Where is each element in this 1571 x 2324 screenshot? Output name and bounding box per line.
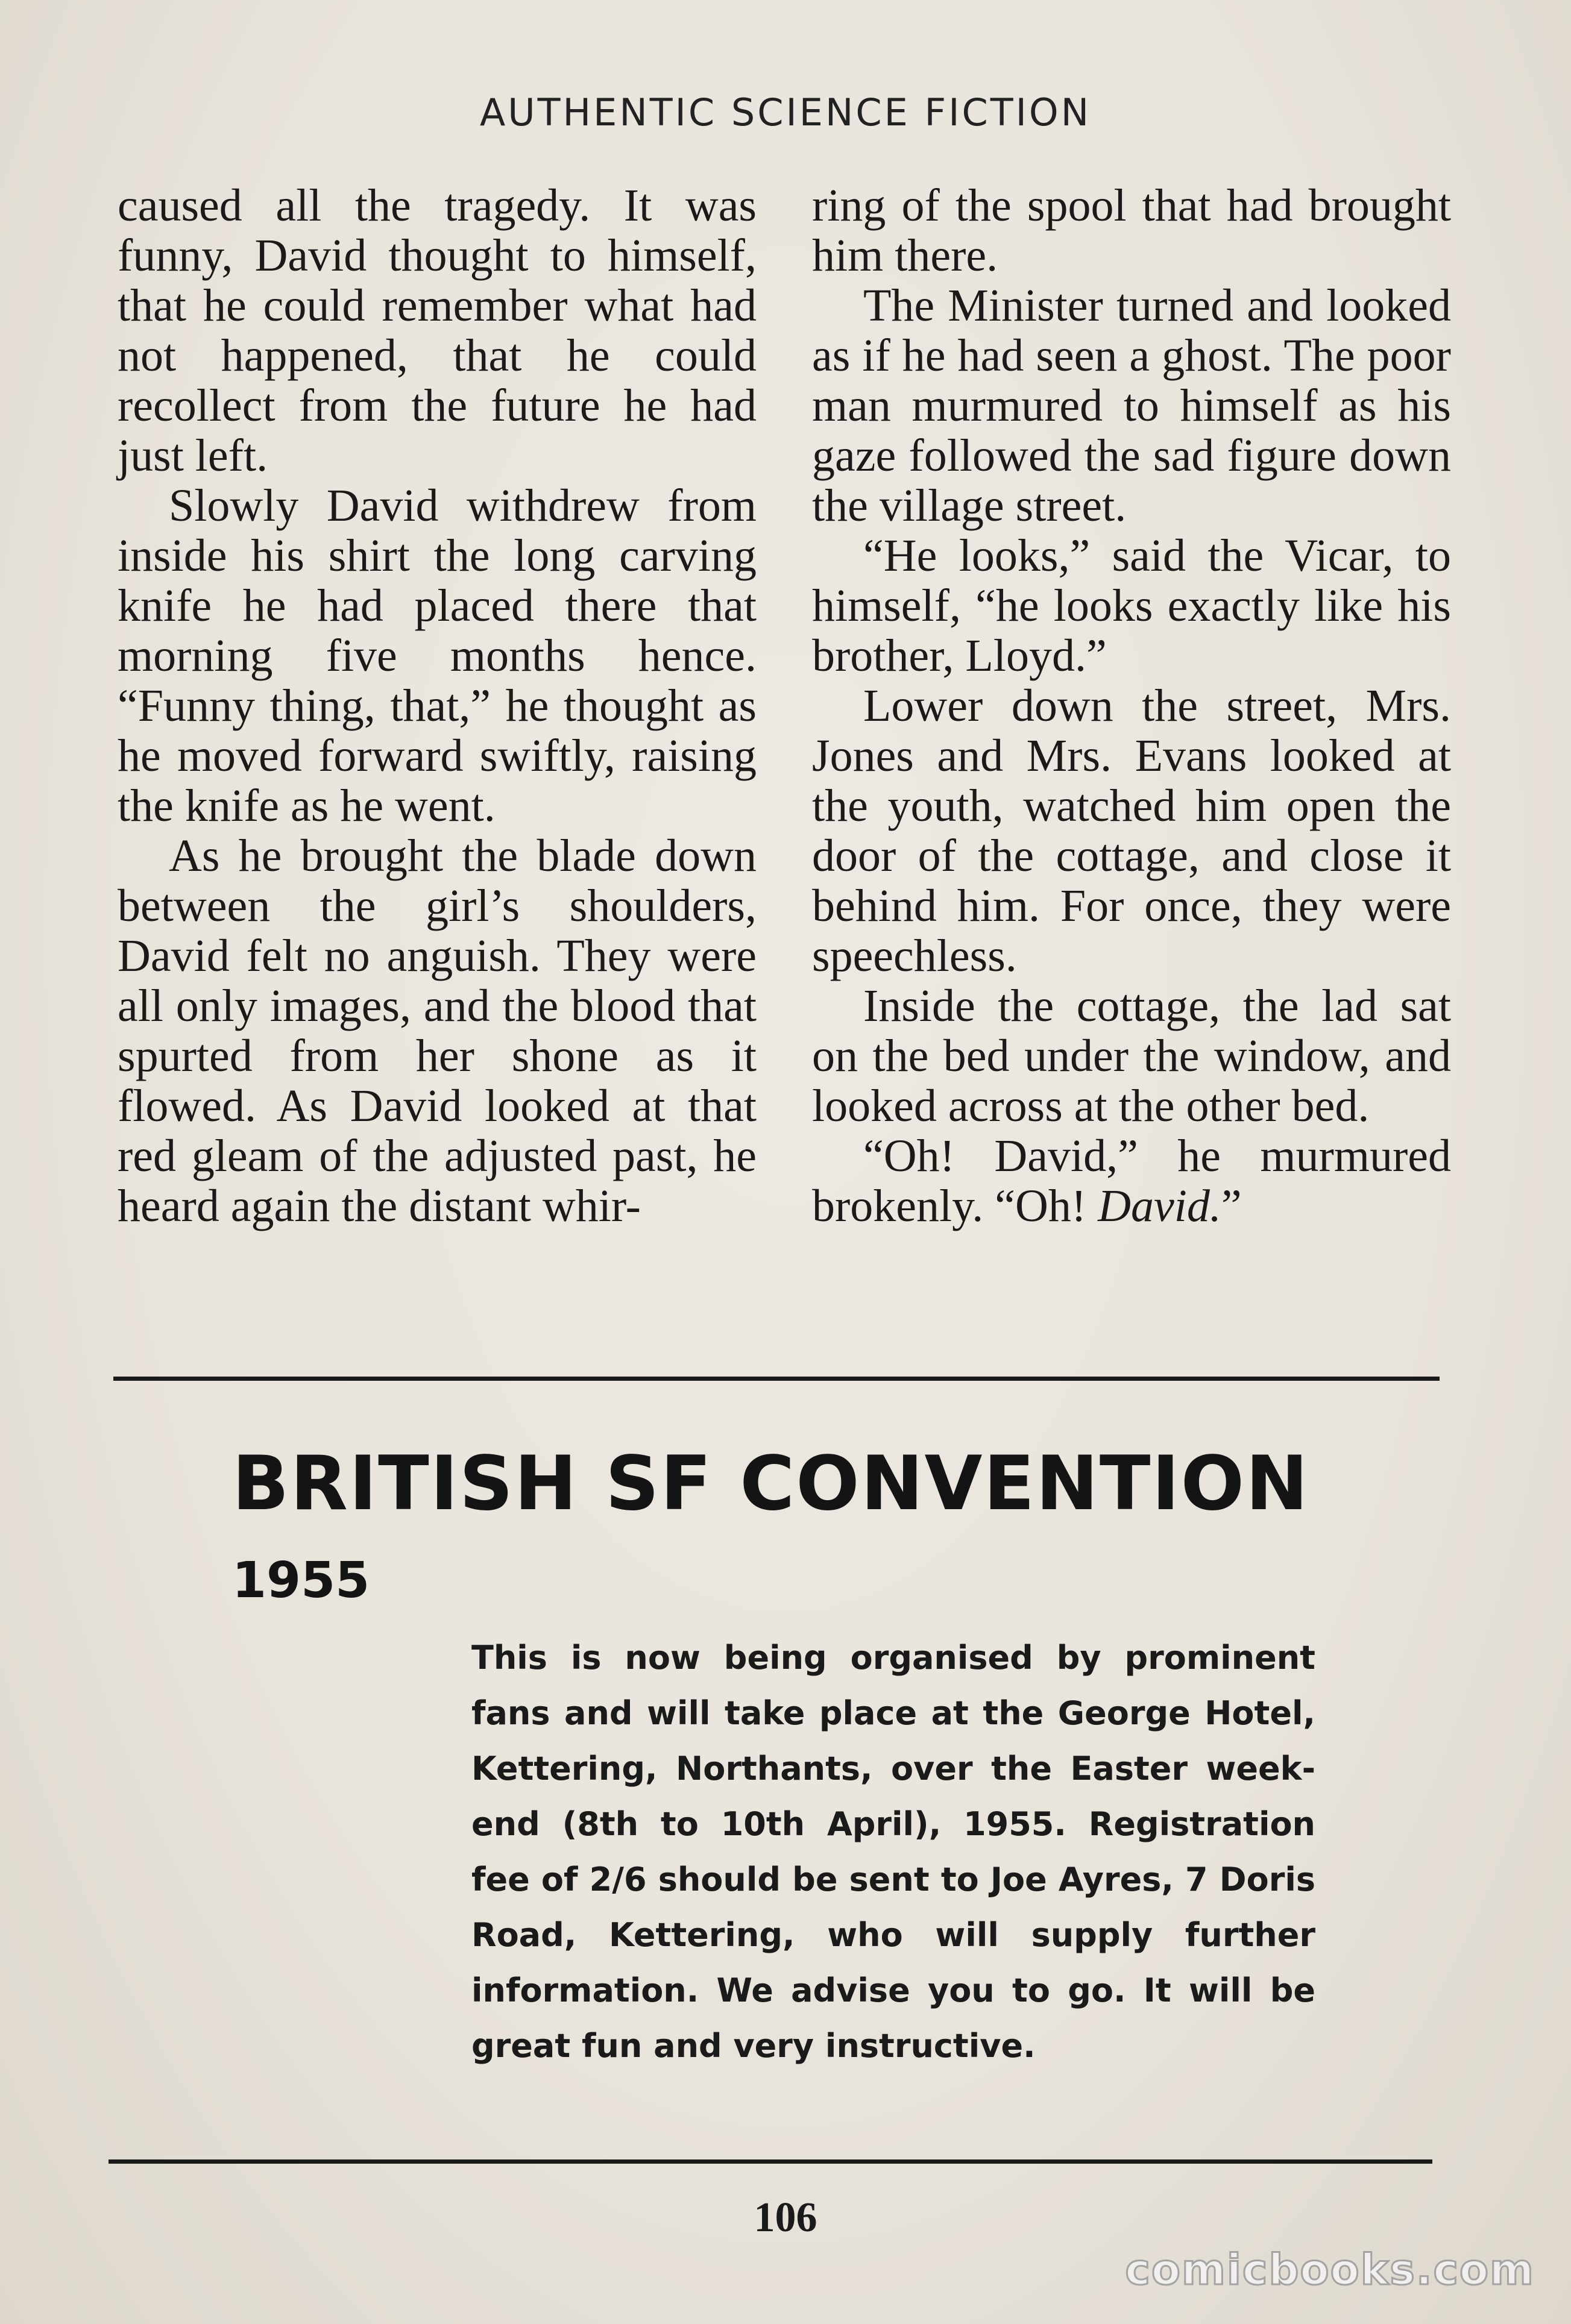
story-paragraph: “He looks,” said the Vicar, to himself, “he looks exactly like his brother, Lloyd.” bbox=[812, 530, 1451, 681]
advert-year: 1955 bbox=[232, 1552, 370, 1609]
story-paragraph: Slowly David withdrew from inside his shirt the long carving knife he had placed there that morning five months hence. “Funny thing, that,” he thought as he moved forward swiftly, raising the knife as he went. bbox=[118, 480, 757, 831]
story-paragraph: Lower down the street, Mrs. Jones and Mrs. Evans looked at the youth, watched him open the door of the cottage, and close it behind him. For once, they were speechless. bbox=[812, 680, 1451, 981]
divider-rule-bottom bbox=[109, 2159, 1432, 2164]
watermark: comicbooks.com bbox=[1125, 2245, 1535, 2294]
story-paragraph: Inside the cottage, the lad sat on the bed under the window, and looked across at the other bed. bbox=[812, 981, 1451, 1131]
story-paragraph: caused all the tragedy. It was funny, David thought to himself, that he could remember what had not happened, that he could recollect from the future he had just left. bbox=[118, 180, 757, 481]
story-final-paragraph bbox=[812, 1131, 1451, 1231]
story-paragraph: ring of the spool that had brought him there. bbox=[812, 180, 1451, 281]
divider-rule-top bbox=[113, 1377, 1440, 1381]
page-number: 106 bbox=[754, 2194, 817, 2241]
story-paragraph: The Minister turned and looked as if he had seen a ghost. The poor man murmured to himself as his gaze followed the sad figure down the village street. bbox=[812, 280, 1451, 531]
final-paragraph-emphasis: David. bbox=[1098, 1181, 1221, 1231]
story-column-right bbox=[812, 181, 1451, 1231]
advert-body: This is now being organised by prominent fans and will take place at the George Hotel, Kettering, Northants, over the Easter week-end (8th to 10th April), 1955. Registration fee of 2/6 should be sent to Joe Ayres, 7 Doris Road, Kettering, who will supply further information. We advise you to go. It will be great fun and very instructive. bbox=[471, 1639, 1315, 2065]
final-paragraph-close: ” bbox=[1221, 1181, 1242, 1231]
story-column-left bbox=[118, 181, 757, 1231]
running-head: AUTHENTIC SCIENCE FICTION bbox=[479, 90, 1092, 134]
advert-heading: BRITISH SF CONVENTION bbox=[232, 1440, 1309, 1527]
final-paragraph-text: “Oh! David,” he murmured brokenly. “Oh! bbox=[812, 1131, 1451, 1231]
story-paragraph: As he brought the blade down between the girl’s shoulders, David felt no anguish. They were all only images, and the blood that spurted from her shone as it flowed. As David looked at that red gleam of the adjusted past, he heard again the distant whir- bbox=[118, 831, 757, 1231]
story-columns bbox=[118, 181, 1453, 1344]
